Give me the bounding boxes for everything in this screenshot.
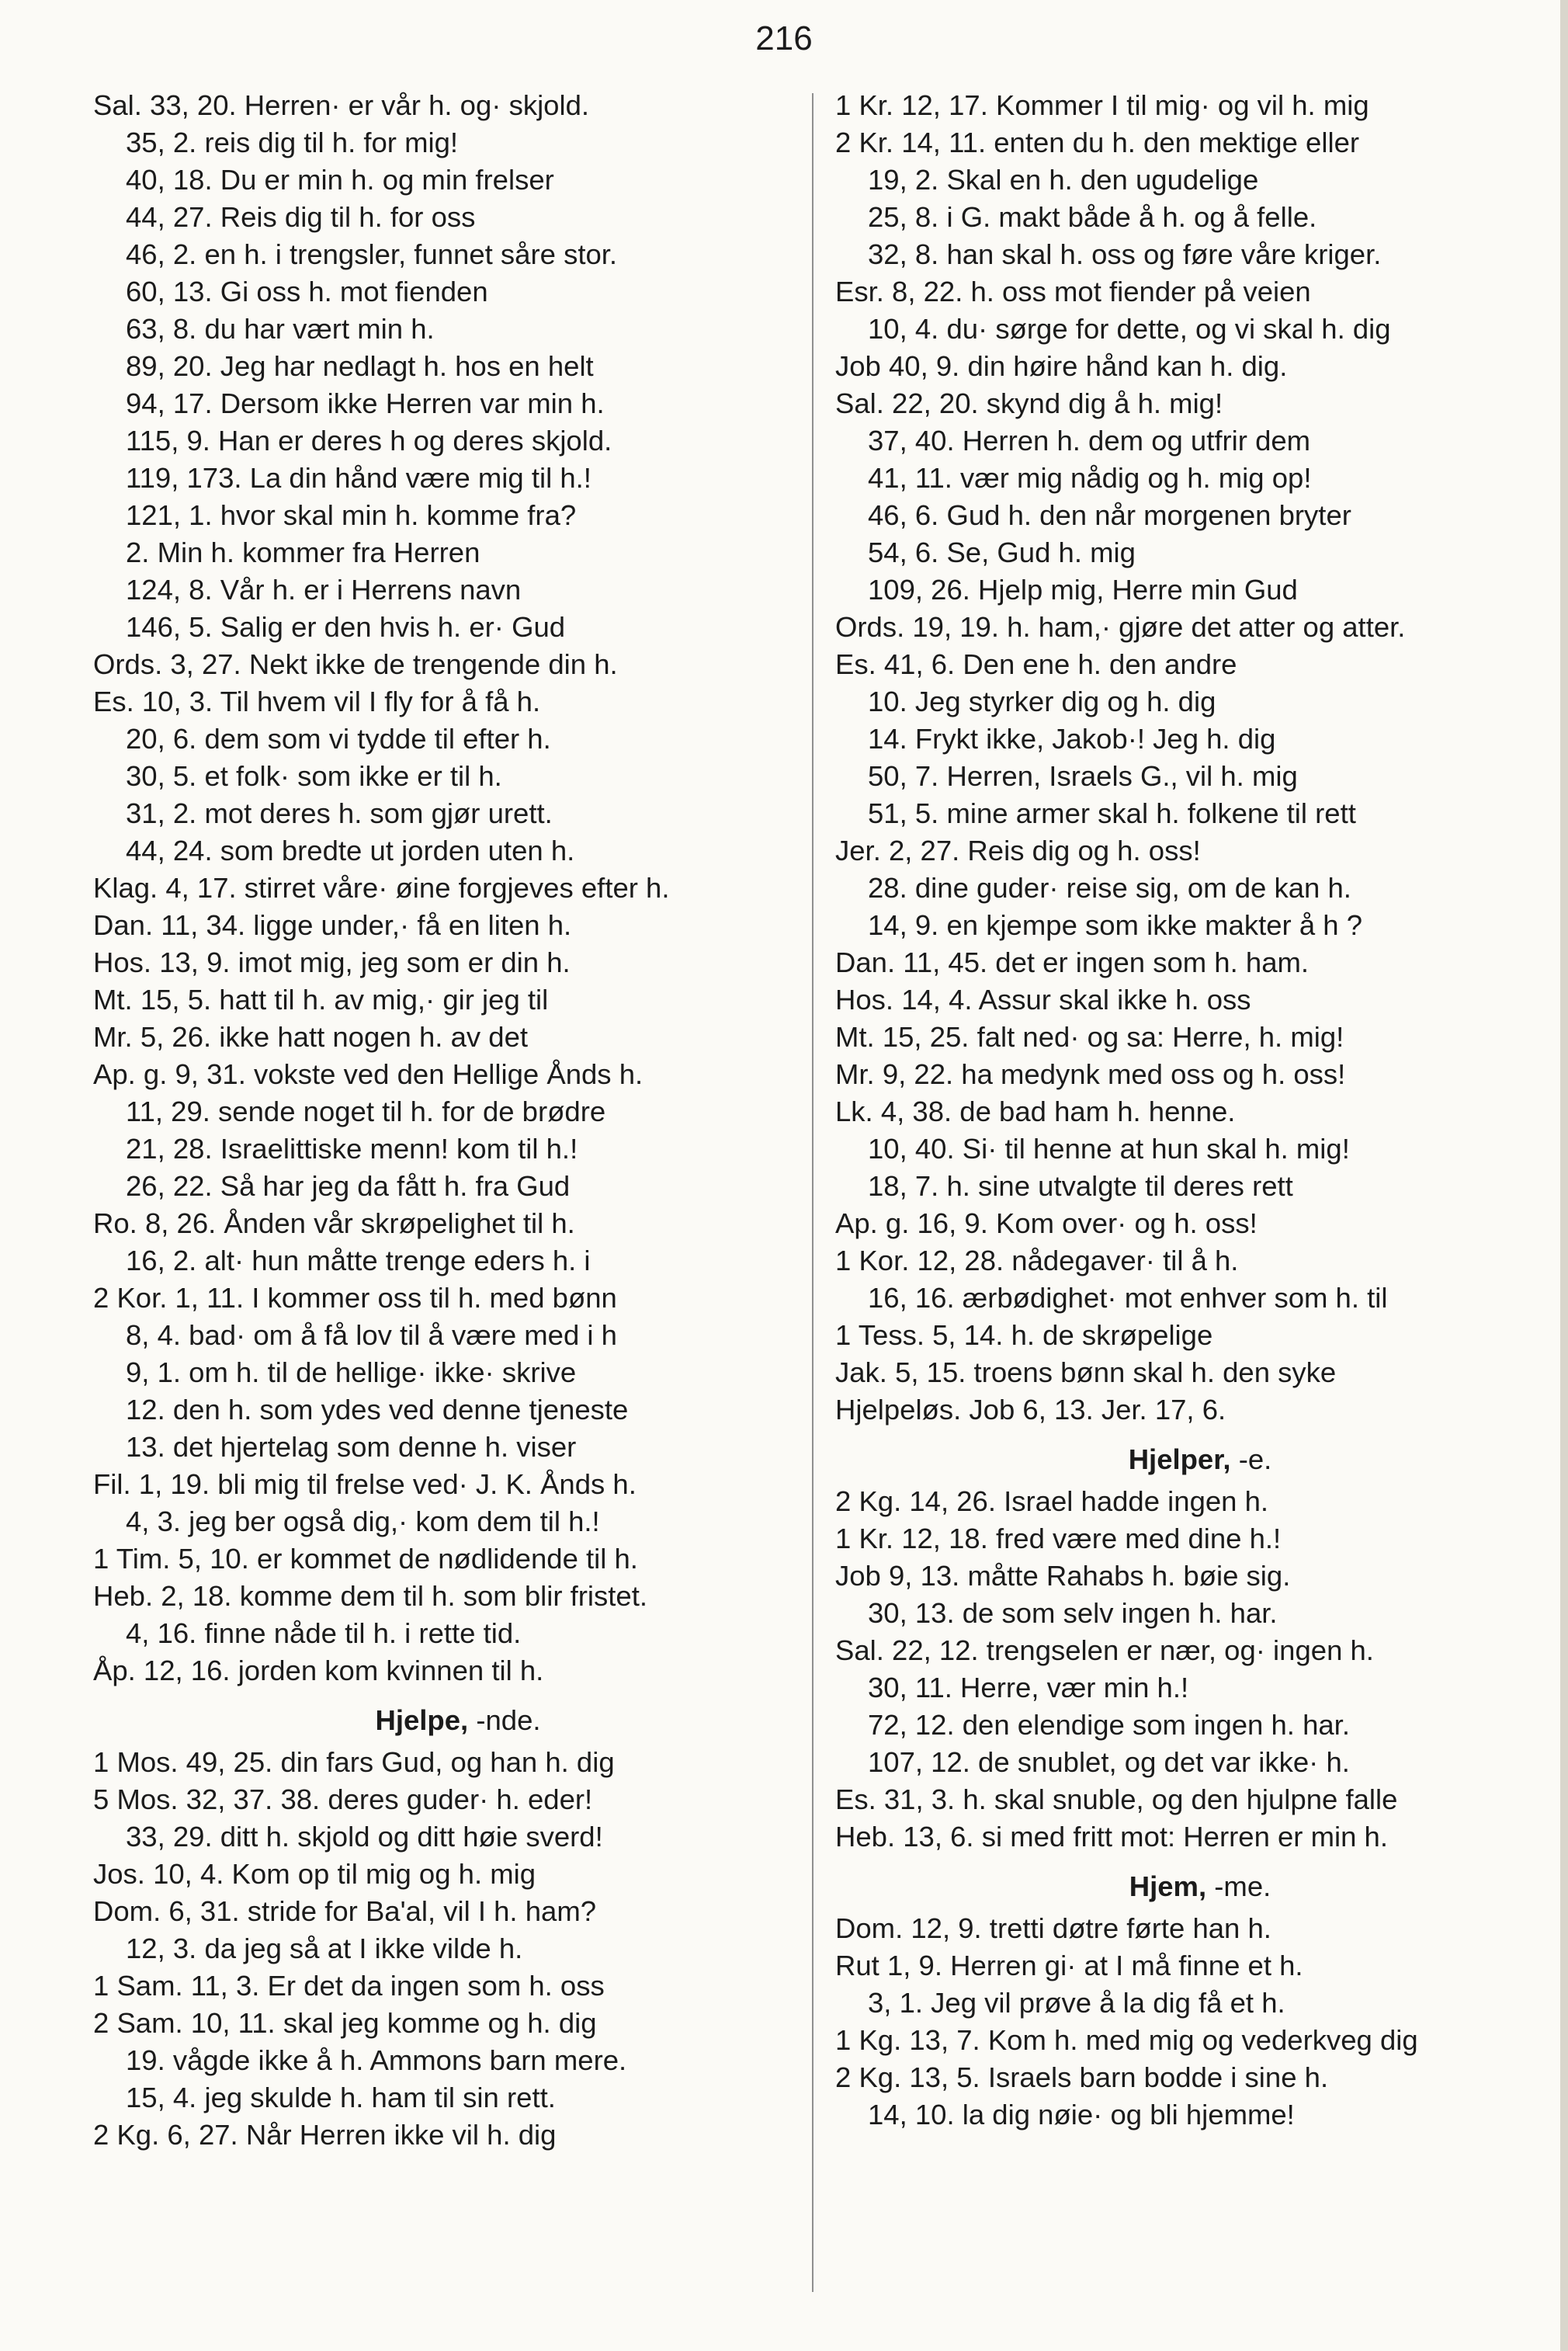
concordance-entry: Heb. 13, 6. si med fritt mot: Herren er min h. bbox=[835, 1821, 1388, 1853]
heading-suffix: -e. bbox=[1230, 1443, 1272, 1475]
concordance-entry: 63, 8. du har vært min h. bbox=[126, 313, 435, 345]
concordance-entry: 9, 1. om h. til de hellige· ikke· skrive bbox=[126, 1356, 577, 1388]
concordance-entry: Mr. 5, 26. ikke hatt nogen h. av det bbox=[93, 1021, 529, 1053]
concordance-entry: Ords. 3, 27. Nekt ikke de trengende din h. bbox=[93, 648, 618, 680]
concordance-entry: 19. vågde ikke å h. Ammons barn mere. bbox=[126, 2044, 627, 2076]
concordance-entry: 89, 20. Jeg har nedlagt h. hos en helt bbox=[126, 350, 594, 382]
concordance-entry: 3, 1. Jeg vil prøve å la dig få et h. bbox=[868, 1987, 1285, 2019]
concordance-entry: 31, 2. mot deres h. som gjør urett. bbox=[126, 797, 553, 829]
concordance-entry: 18, 7. h. sine utvalgte til deres rett bbox=[868, 1170, 1293, 1202]
concordance-entry: 5 Mos. 32, 37. 38. deres guder· h. eder! bbox=[93, 1783, 593, 1815]
concordance-entry: 30, 5. et folk· som ikke er til h. bbox=[126, 760, 502, 792]
concordance-entry: 12. den h. som ydes ved denne tjeneste bbox=[126, 1394, 629, 1426]
concordance-entry: 4, 16. finne nåde til h. i rette tid. bbox=[126, 1617, 522, 1649]
concordance-entry: 10, 40. Si· til henne at hun skal h. mig! bbox=[868, 1133, 1350, 1165]
concordance-entry: 121, 1. hvor skal min h. komme fra? bbox=[126, 499, 577, 531]
concordance-entry: 10. Jeg styrker dig og h. dig bbox=[868, 686, 1216, 717]
concordance-entry: 1 Mos. 49, 25. din fars Gud, og han h. dig bbox=[93, 1746, 615, 1778]
concordance-entry: Mt. 15, 25. falt ned· og sa: Herre, h. mig! bbox=[835, 1021, 1344, 1053]
concordance-entry: 1 Tim. 5, 10. er kommet de nødlidende til h. bbox=[93, 1543, 638, 1575]
concordance-entry: 119, 173. La din hånd være mig til h.! bbox=[126, 462, 591, 494]
concordance-entry: Heb. 2, 18. komme dem til h. som blir fristet. bbox=[93, 1580, 648, 1612]
heading-word: Hjem, bbox=[1129, 1870, 1207, 1902]
concordance-entry: 1 Kg. 13, 7. Kom h. med mig og vederkveg dig bbox=[835, 2024, 1418, 2056]
concordance-entry: 8, 4. bad· om å få lov til å være med i h bbox=[126, 1319, 617, 1351]
concordance-entry: 109, 26. Hjelp mig, Herre min Gud bbox=[868, 574, 1298, 606]
concordance-entry: 107, 12. de snublet, og det var ikke· h. bbox=[868, 1746, 1350, 1778]
concordance-entry: Es. 31, 3. h. skal snuble, og den hjulpne falle bbox=[835, 1783, 1398, 1815]
concordance-entry: Klag. 4, 17. stirret våre· øine forgjeves efter h. bbox=[93, 872, 670, 904]
concordance-entry: Hos. 13, 9. imot mig, jeg som er din h. bbox=[93, 946, 571, 978]
concordance-entry: 30, 11. Herre, vær min h.! bbox=[868, 1672, 1189, 1703]
heading-word: Hjelpe, bbox=[375, 1704, 469, 1736]
section-heading bbox=[835, 1429, 1565, 1483]
concordance-entry: 2 Kg. 14, 26. Israel hadde ingen h. bbox=[835, 1485, 1269, 1517]
concordance-entry: 50, 7. Herren, Israels G., vil h. mig bbox=[868, 760, 1298, 792]
section-heading bbox=[93, 1689, 823, 1744]
concordance-entry: Ro. 8, 26. Ånden vår skrøpelighet til h. bbox=[93, 1207, 575, 1239]
concordance-entry: 15, 4. jeg skulde h. ham til sin rett. bbox=[126, 2082, 556, 2113]
concordance-entry: 14. Frykt ikke, Jakob·! Jeg h. dig bbox=[868, 723, 1276, 755]
concordance-entry: Dan. 11, 34. ligge under,· få en liten h. bbox=[93, 909, 572, 941]
concordance-entry: 33, 29. ditt h. skjold og ditt høie sverd! bbox=[126, 1821, 603, 1853]
concordance-entry: 32, 8. han skal h. oss og føre våre kriger. bbox=[868, 238, 1382, 270]
column-divider bbox=[812, 93, 813, 2292]
concordance-entry: 46, 2. en h. i trengsler, funnet såre stor. bbox=[126, 238, 618, 270]
section-heading bbox=[835, 1856, 1565, 1910]
concordance-entry: 13. det hjertelag som denne h. viser bbox=[126, 1431, 577, 1463]
concordance-entry: 44, 24. som bredte ut jorden uten h. bbox=[126, 835, 575, 866]
concordance-entry: 2 Kg. 13, 5. Israels barn bodde i sine h. bbox=[835, 2061, 1329, 2093]
concordance-entry: Mr. 9, 22. ha medynk med oss og h. oss! bbox=[835, 1058, 1346, 1090]
concordance-entry: Rut 1, 9. Herren gi· at I må finne et h. bbox=[835, 1950, 1303, 1981]
concordance-entry: Lk. 4, 38. de bad ham h. henne. bbox=[835, 1096, 1236, 1127]
concordance-entry: Dan. 11, 45. det er ingen som h. ham. bbox=[835, 946, 1310, 978]
concordance-entry: 20, 6. dem som vi tydde til efter h. bbox=[126, 723, 551, 755]
concordance-entry: Åp. 12, 16. jorden kom kvinnen til h. bbox=[93, 1655, 544, 1686]
concordance-entry: 30, 13. de som selv ingen h. har. bbox=[868, 1597, 1278, 1629]
concordance-entry: 14, 10. la dig nøie· og bli hjemme! bbox=[868, 2099, 1295, 2130]
concordance-entry: 16, 16. ærbødighet· mot enhver som h. til bbox=[868, 1282, 1388, 1314]
page-number: 216 bbox=[755, 19, 813, 57]
concordance-entry: 35, 2. reis dig til h. for mig! bbox=[126, 127, 459, 158]
concordance-entry: 28. dine guder· reise sig, om de kan h. bbox=[868, 872, 1351, 904]
concordance-entry: Dom. 6, 31. stride for Ba'al, vil I h. ham? bbox=[93, 1895, 597, 1927]
concordance-entry: Job 9, 13. måtte Rahabs h. bøie sig. bbox=[835, 1560, 1291, 1592]
concordance-entry: Es. 41, 6. Den ene h. den andre bbox=[835, 648, 1237, 680]
concordance-entry: 2 Kor. 1, 11. I kommer oss til h. med bønn bbox=[93, 1282, 617, 1314]
concordance-entry: Ap. g. 9, 31. vokste ved den Hellige Ånds h. bbox=[93, 1058, 644, 1090]
concordance-entry: 26, 22. Så har jeg da fått h. fra Gud bbox=[126, 1170, 571, 1202]
concordance-entry: 37, 40. Herren h. dem og utfrir dem bbox=[868, 425, 1311, 457]
page-edge bbox=[1560, 0, 1568, 2351]
heading-word: Hjelper, bbox=[1128, 1443, 1231, 1475]
concordance-entry: Sal. 33, 20. Herren· er vår h. og· skjold. bbox=[93, 89, 590, 121]
concordance-entry: Jos. 10, 4. Kom op til mig og h. mig bbox=[93, 1858, 536, 1890]
concordance-entry: 72, 12. den elendige som ingen h. har. bbox=[868, 1709, 1350, 1741]
heading-suffix: -nde. bbox=[468, 1704, 541, 1736]
concordance-entry: Job 40, 9. din høire hånd kan h. dig. bbox=[835, 350, 1288, 382]
concordance-entry: 40, 18. Du er min h. og min frelser bbox=[126, 164, 554, 196]
concordance-entry: 16, 2. alt· hun måtte trenge eders h. i bbox=[126, 1245, 591, 1276]
concordance-entry: 1 Kr. 12, 17. Kommer I til mig· og vil h. mig bbox=[835, 89, 1369, 121]
concordance-entry: Ap. g. 16, 9. Kom over· og h. oss! bbox=[835, 1207, 1258, 1239]
concordance-entry: 1 Kor. 12, 28. nådegaver· til å h. bbox=[835, 1245, 1239, 1276]
concordance-entry: 12, 3. da jeg så at I ikke vilde h. bbox=[126, 1933, 523, 1964]
concordance-entry: 2 Sam. 10, 11. skal jeg komme og h. dig bbox=[93, 2007, 597, 2039]
concordance-entry: 4, 3. jeg ber også dig,· kom dem til h.! bbox=[126, 1505, 600, 1537]
concordance-entry: 14, 9. en kjempe som ikke makter å h ? bbox=[868, 909, 1363, 941]
concordance-entry: Esr. 8, 22. h. oss mot fiender på veien bbox=[835, 276, 1311, 307]
left-column bbox=[93, 87, 823, 2154]
concordance-entry: Dom. 12, 9. tretti døtre førte han h. bbox=[835, 1912, 1271, 1944]
concordance-entry: 21, 28. Israelittiske menn! kom til h.! bbox=[126, 1133, 578, 1165]
concordance-entry: Mt. 15, 5. hatt til h. av mig,· gir jeg til bbox=[93, 984, 549, 1016]
concordance-entry: Fil. 1, 19. bli mig til frelse ved· J. K. Ånds h. bbox=[93, 1468, 637, 1500]
concordance-entry: Es. 10, 3. Til hvem vil I fly for å få h. bbox=[93, 686, 541, 717]
concordance-entry: 60, 13. Gi oss h. mot fienden bbox=[126, 276, 488, 307]
heading-suffix: -me. bbox=[1206, 1870, 1271, 1902]
concordance-entry: Hjelpeløs. Job 6, 13. Jer. 17, 6. bbox=[835, 1394, 1226, 1426]
concordance-entry: 54, 6. Se, Gud h. mig bbox=[868, 537, 1136, 568]
concordance-entry: 11, 29. sende noget til h. for de brødre bbox=[126, 1096, 606, 1127]
concordance-entry: 94, 17. Dersom ikke Herren var min h. bbox=[126, 387, 605, 419]
right-column bbox=[835, 87, 1565, 2134]
concordance-entry: 1 Kr. 12, 18. fred være med dine h.! bbox=[835, 1523, 1282, 1554]
concordance-entry: 44, 27. Reis dig til h. for oss bbox=[126, 201, 476, 233]
concordance-entry: 41, 11. vær mig nådig og h. mig op! bbox=[868, 462, 1312, 494]
concordance-entry: 46, 6. Gud h. den når morgenen bryter bbox=[868, 499, 1351, 531]
concordance-entry: 2 Kg. 6, 27. Når Herren ikke vil h. dig bbox=[93, 2119, 557, 2151]
concordance-entry: 124, 8. Vår h. er i Herrens navn bbox=[126, 574, 522, 606]
concordance-entry: Hos. 14, 4. Assur skal ikke h. oss bbox=[835, 984, 1251, 1016]
concordance-entry: Sal. 22, 12. trengselen er nær, og· ingen h. bbox=[835, 1634, 1374, 1666]
concordance-entry: 10, 4. du· sørge for dette, og vi skal h. dig bbox=[868, 313, 1391, 345]
concordance-entry: 115, 9. Han er deres h og deres skjold. bbox=[126, 425, 612, 457]
concordance-entry: 25, 8. i G. makt både å h. og å felle. bbox=[868, 201, 1317, 233]
concordance-entry: 2 Kr. 14, 11. enten du h. den mektige eller bbox=[835, 127, 1360, 158]
concordance-entry: Jer. 2, 27. Reis dig og h. oss! bbox=[835, 835, 1201, 866]
concordance-entry: 146, 5. Salig er den hvis h. er· Gud bbox=[126, 611, 566, 643]
concordance-entry: 51, 5. mine armer skal h. folkene til rett bbox=[868, 797, 1356, 829]
concordance-entry: Sal. 22, 20. skynd dig å h. mig! bbox=[835, 387, 1223, 419]
concordance-entry: 1 Sam. 11, 3. Er det da ingen som h. oss bbox=[93, 1970, 605, 2002]
concordance-entry: 2. Min h. kommer fra Herren bbox=[126, 537, 480, 568]
concordance-entry: 19, 2. Skal en h. den ugudelige bbox=[868, 164, 1259, 196]
concordance-entry: 1 Tess. 5, 14. h. de skrøpelige bbox=[835, 1319, 1213, 1351]
concordance-entry: Ords. 19, 19. h. ham,· gjøre det atter og atter. bbox=[835, 611, 1406, 643]
concordance-entry: Jak. 5, 15. troens bønn skal h. den syke bbox=[835, 1356, 1337, 1388]
